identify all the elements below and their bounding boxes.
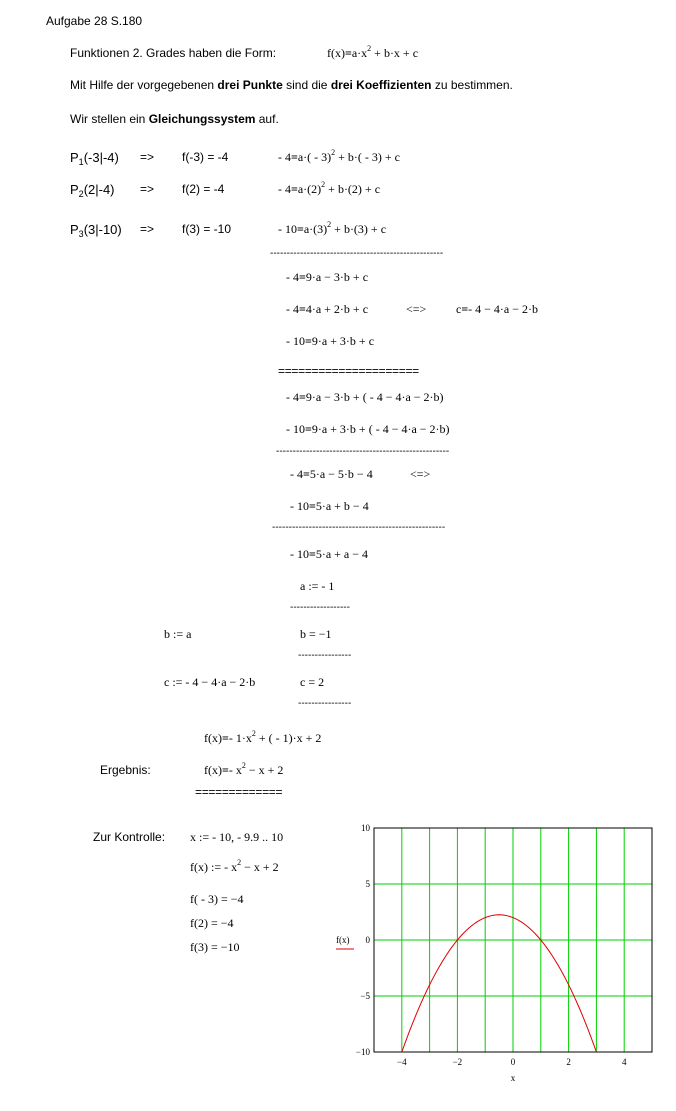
- equiv-1: <=>: [406, 302, 427, 316]
- check-3: f(3) = −10: [190, 940, 240, 954]
- intro-3a: Wir stellen ein: [70, 112, 149, 126]
- x-tick-label: −2: [452, 1057, 463, 1067]
- exp-2: 2: [367, 44, 372, 53]
- form-rest: + b·x + c: [371, 46, 419, 60]
- b-result: b = −1: [300, 627, 332, 641]
- c-result: c = 2: [300, 675, 325, 689]
- function-plot: [330, 818, 666, 1090]
- form-eq: =: [345, 46, 352, 60]
- sys4-eq: - 10=5·a + a − 4: [290, 547, 369, 561]
- point-3-fval: f(3) = -10: [182, 222, 232, 236]
- general-form: [327, 46, 418, 61]
- sys2-eq-1: - 4=9·a − 3·b + ( - 4 − 4·a − 2·b): [286, 390, 444, 404]
- x-tick-label: 2: [566, 1057, 571, 1067]
- series-line-fx: [402, 915, 597, 1052]
- form-a: a·x: [351, 46, 368, 60]
- point-1-equation: - 4=a·( - 3)$^2$ + b·( - 3) + c: [278, 148, 401, 164]
- point-1-arrow: =>: [140, 150, 155, 164]
- intro-line-1: Funktionen 2. Grades haben die Form:: [70, 46, 277, 60]
- page-title: Aufgabe 28 S.180: [46, 14, 143, 28]
- check-2: f(2) = −4: [190, 916, 234, 930]
- point-2-arrow: =>: [140, 182, 155, 196]
- intro-2e: zu bestimmen.: [431, 78, 513, 92]
- c-expression: c=- 4 − 4·a − 2·b: [456, 302, 539, 316]
- point-3-equation: - $10=a\cdot(3)^2 + b\cdot(3) + c$: [278, 220, 387, 236]
- separator-equals-1: =====================: [278, 364, 419, 378]
- x-tick-label: 0: [510, 1057, 516, 1067]
- separator-dashes-5: ----------------: [298, 650, 352, 661]
- sys1-eq-3: - 10=9·a + 3·b + c: [286, 334, 375, 348]
- intro-3c: auf.: [255, 112, 279, 126]
- intro-2b: drei Punkte: [217, 78, 283, 92]
- point-2-equation: - $4=a\cdot(2)^2 + b\cdot(2) + c$: [278, 180, 381, 196]
- check-1: f( - 3) = −4: [190, 892, 244, 906]
- intro-3b: Gleichungssystem: [148, 112, 256, 126]
- separator-dashes-4: ------------------: [290, 602, 350, 613]
- sys1-eq-2: - 4=4·a + 2·b + c: [286, 302, 369, 316]
- point-2-fval: f(2) = -4: [182, 182, 225, 196]
- sys3-eq-1: - 4=5·a − 5·b − 4: [290, 467, 373, 481]
- sys3-eq-2: - 10=5·a + b − 4: [290, 499, 369, 513]
- function-definition: f(x) := - $x^2 - x + 2$: [190, 858, 279, 874]
- c-assignment: c := - 4 − 4·a − 2·b: [164, 675, 256, 689]
- separator-equals-2: =============: [195, 785, 283, 799]
- point-3-label: $P_3(3|-10)$: [70, 222, 122, 239]
- y-tick-label: 0: [365, 935, 370, 945]
- intro-2d: drei Koeffizienten: [330, 78, 432, 92]
- x-axis-label: x: [510, 1073, 516, 1083]
- intro-2a: Mit Hilfe der vorgegebenen: [70, 78, 218, 92]
- form-prefix: f(x): [327, 46, 345, 60]
- f-full-expression: f(x)=- $1\cdot x^2$ + ( - 1)·x + 2: [204, 729, 322, 745]
- separator-dashes-2: ----------------------------------------------------: [276, 446, 450, 457]
- equiv-2: <=>: [410, 467, 431, 481]
- separator-dashes-6: ----------------: [298, 698, 352, 709]
- sys2-eq-2: - 10=9·a + 3·b + ( - 4 − 4·a − 2·b): [286, 422, 450, 436]
- separator-dashes-3: ----------------------------------------------------: [272, 522, 446, 533]
- intro-line-3: [70, 112, 279, 126]
- kontrolle-label: Zur Kontrolle:: [93, 830, 166, 844]
- x-tick-label: 4: [621, 1057, 627, 1067]
- point-1-label: $P_1(-3|-4)$: [70, 150, 119, 167]
- intro-2c: sind die: [282, 78, 331, 92]
- ergebnis-expression: f(x)=- $x^2 - x + 2$: [204, 761, 284, 777]
- b-assignment: b := a: [164, 627, 192, 641]
- intro-line-2: [70, 78, 513, 92]
- sys1-eq-1: - 4=9·a − 3·b + c: [286, 270, 369, 284]
- y-tick-label: −10: [355, 1047, 370, 1057]
- y-tick-label: −5: [360, 991, 370, 1001]
- y-axis-label: f(x): [336, 935, 350, 945]
- point-3-arrow: =>: [140, 222, 155, 236]
- point-2-label: $P_2(2|-4)$: [70, 182, 115, 199]
- y-tick-label: 10: [361, 823, 370, 833]
- ergebnis-label: Ergebnis:: [100, 763, 151, 777]
- point-1-fval: f(-3) = -4: [182, 150, 229, 164]
- separator-dashes-1: ----------------------------------------------------: [270, 248, 444, 259]
- x-tick-label: −4: [397, 1057, 407, 1067]
- a-assignment: a := - 1: [300, 579, 335, 593]
- range-definition: x := - 10, - 9.9 .. 10: [190, 830, 284, 844]
- y-tick-label: 5: [365, 879, 370, 889]
